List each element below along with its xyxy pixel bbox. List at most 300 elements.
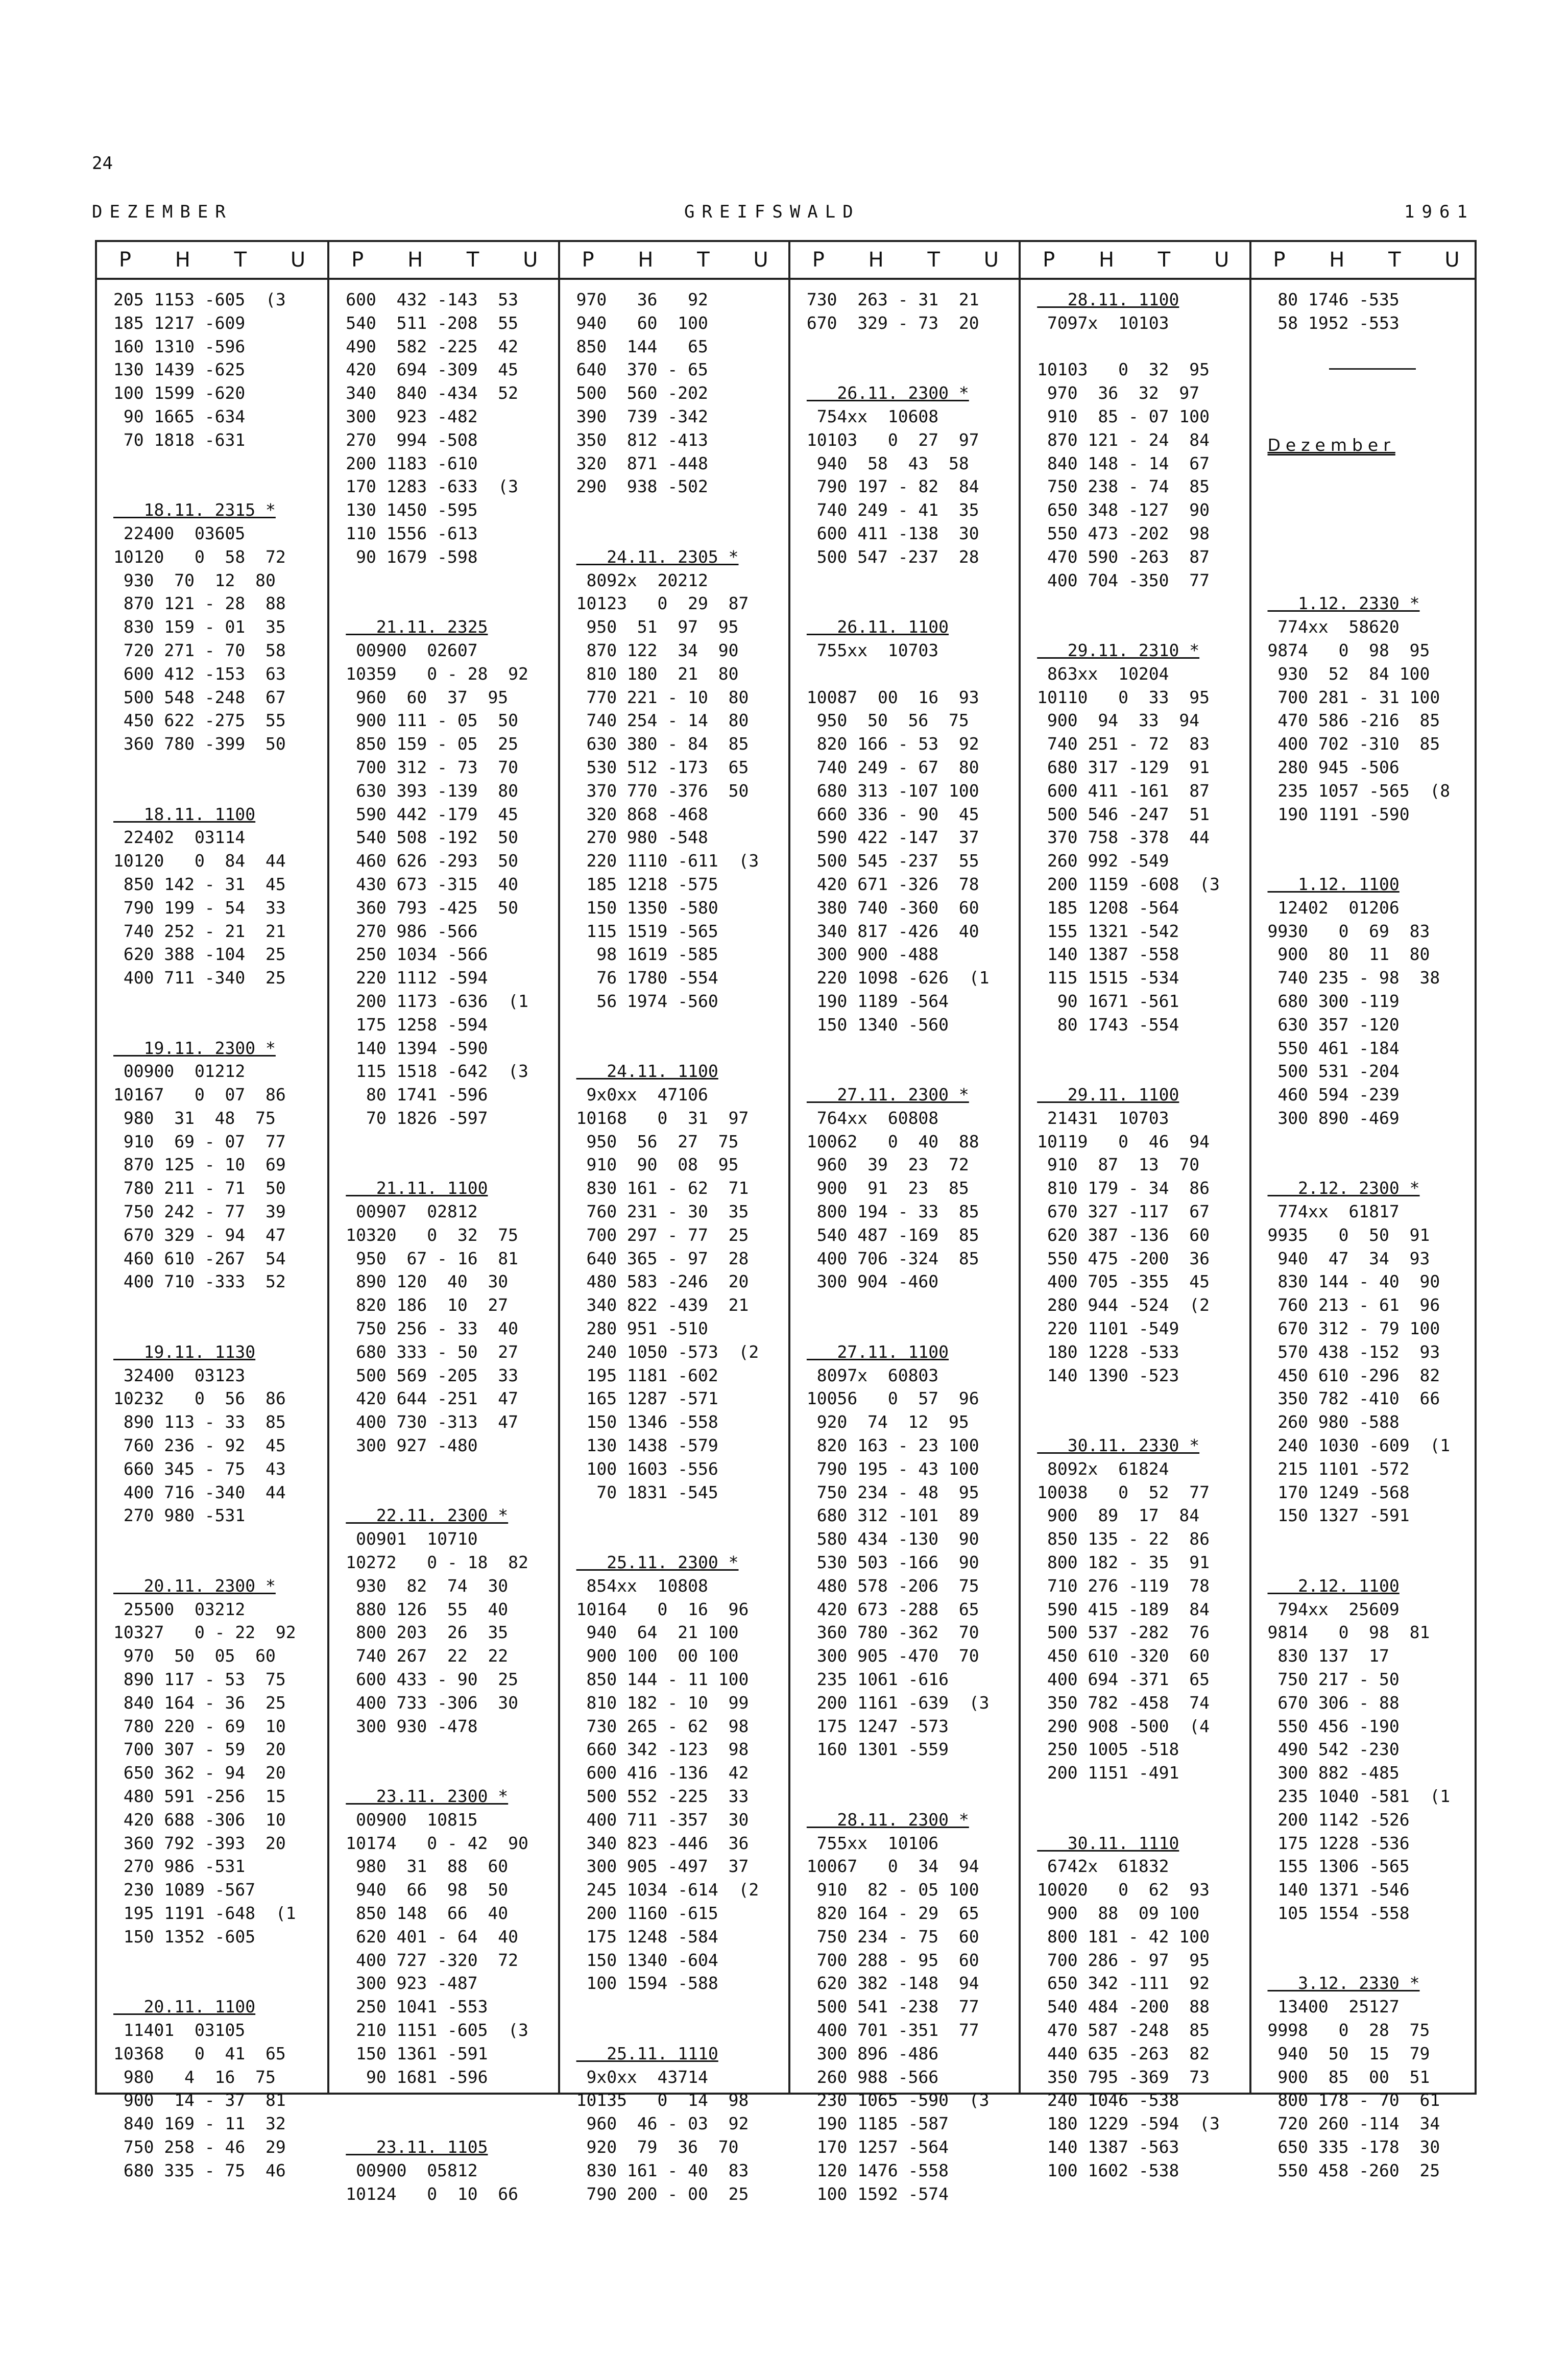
column-header-t: T bbox=[927, 248, 940, 272]
table-row bbox=[1268, 1153, 1475, 1177]
table-row: 100 1602 -538 bbox=[1037, 2160, 1179, 2180]
table-row bbox=[1268, 1551, 1475, 1574]
table-row: 190 1185 -587 bbox=[806, 2114, 949, 2134]
table-row: 100 1594 -588 bbox=[576, 1973, 718, 1994]
table-row: 600 432 -143 53 bbox=[346, 290, 519, 309]
table-row: 980 31 48 75 bbox=[113, 1108, 276, 1128]
table-row: 530 503 -166 90 bbox=[806, 1552, 979, 1573]
column-header-u: U bbox=[1214, 248, 1229, 272]
table-row: 490 542 -230 bbox=[1267, 1739, 1400, 1760]
table-row: 00900 02607 bbox=[346, 640, 478, 660]
table-row bbox=[1037, 1410, 1244, 1434]
table-row: 10368 0 41 65 bbox=[113, 2043, 286, 2063]
table-row: 240 1050 -573 (2 bbox=[576, 1341, 759, 1362]
year-heading: 1961 bbox=[1404, 202, 1475, 222]
table-row: 420 694 -309 45 bbox=[346, 359, 519, 380]
table-row: 260 992 -549 bbox=[1037, 851, 1169, 871]
table-row: 740 235 - 98 38 bbox=[1267, 968, 1440, 988]
table-row: 620 382 -148 94 bbox=[806, 1973, 979, 1994]
table-row: 3.12. 2330 * bbox=[1267, 1973, 1420, 1994]
table-row: 205 1153 -605 (3 bbox=[113, 290, 286, 309]
table-row: 27.11. 2300 * bbox=[806, 1085, 969, 1105]
table-row: 280 944 -524 (2 bbox=[1037, 1295, 1210, 1315]
table-row: 10174 0 - 42 90 bbox=[346, 1833, 528, 1853]
table-row: 800 181 - 42 100 bbox=[1037, 1926, 1210, 1947]
table-row: 750 234 - 75 60 bbox=[806, 1926, 979, 1947]
table-row: 740 252 - 21 21 bbox=[113, 921, 286, 941]
column-header-p: P bbox=[118, 248, 131, 272]
table-row: 670 327 -117 67 bbox=[1037, 1202, 1210, 1222]
table-row: 10110 0 33 95 bbox=[1037, 687, 1210, 707]
table-row: 80 1746 -535 bbox=[1267, 290, 1400, 309]
table-row bbox=[807, 335, 1014, 358]
table-row: 130 1439 -625 bbox=[113, 359, 246, 380]
table-row: 215 1101 -572 bbox=[1267, 1458, 1410, 1479]
table-row: 400 711 -357 30 bbox=[576, 1809, 749, 1830]
table-row: 500 569 -205 33 bbox=[346, 1365, 519, 1385]
table-row: 800 194 - 33 85 bbox=[806, 1202, 979, 1222]
table-row: 360 780 -362 70 bbox=[806, 1622, 979, 1643]
table-row: 20.11. 1100 bbox=[113, 1997, 256, 2017]
table-row: 100 1603 -556 bbox=[576, 1458, 718, 1479]
table-row: 910 85 - 07 100 bbox=[1037, 406, 1210, 426]
table-row: 11401 03105 bbox=[113, 2020, 246, 2040]
table-row: 300 905 -470 70 bbox=[806, 1646, 979, 1666]
table-row: 270 980 -531 bbox=[113, 1505, 246, 1526]
table-row: 830 144 - 40 90 bbox=[1267, 1271, 1440, 1292]
table-row: 790 200 - 00 25 bbox=[576, 2183, 749, 2204]
column-header-h: H bbox=[407, 248, 423, 272]
table-row bbox=[1268, 1527, 1475, 1551]
table-row: 8092x 20212 bbox=[576, 570, 708, 590]
table-row: 340 840 -434 52 bbox=[346, 383, 519, 403]
column-header-t: T bbox=[1157, 248, 1171, 272]
table-row: 700 286 - 97 95 bbox=[1037, 1950, 1210, 1970]
table-row: 950 67 - 16 81 bbox=[346, 1248, 519, 1268]
table-row bbox=[807, 1761, 1014, 1785]
table-row: 830 159 - 01 35 bbox=[113, 617, 286, 637]
table-row: 820 163 - 23 100 bbox=[806, 1435, 979, 1456]
table-row: 500 545 -237 55 bbox=[806, 851, 979, 871]
table-row: 250 1034 -566 bbox=[346, 944, 488, 965]
table-row: 550 461 -184 bbox=[1267, 1038, 1400, 1058]
table-row: 640 370 - 65 bbox=[576, 359, 708, 380]
table-row: 590 442 -179 45 bbox=[346, 804, 519, 824]
table-row: 200 1142 -526 bbox=[1267, 1809, 1410, 1830]
table-row: 400 733 -306 30 bbox=[346, 1692, 519, 1713]
table-row: 590 415 -189 84 bbox=[1037, 1599, 1210, 1619]
table-row: 360 792 -393 20 bbox=[113, 1833, 286, 1853]
table-row: 863xx 10204 bbox=[1037, 663, 1169, 684]
table-row: 56 1974 -560 bbox=[576, 991, 718, 1011]
table-row: 960 60 37 95 bbox=[346, 687, 509, 707]
table-row: 32400 03123 bbox=[113, 1365, 246, 1385]
table-row: 630 380 - 84 85 bbox=[576, 734, 749, 754]
table-row bbox=[346, 1130, 552, 1154]
table-row: 450 610 -296 82 bbox=[1267, 1365, 1440, 1385]
table-row: 90 1665 -634 bbox=[113, 406, 246, 426]
table-row: 780 220 - 69 10 bbox=[113, 1716, 286, 1736]
table-row: 370 770 -376 50 bbox=[576, 780, 749, 801]
column-header-u: U bbox=[1444, 248, 1460, 272]
table-row: 590 422 -147 37 bbox=[806, 827, 979, 848]
table-row: 620 388 -104 25 bbox=[113, 944, 286, 965]
table-row: 250 1005 -518 bbox=[1037, 1739, 1179, 1760]
table-row: 900 91 23 85 bbox=[806, 1178, 969, 1198]
table-row: 10272 0 - 18 82 bbox=[346, 1552, 528, 1573]
table-row: 23.11. 1105 bbox=[346, 2136, 488, 2157]
table-row: 10232 0 56 86 bbox=[113, 1388, 286, 1409]
table-row bbox=[807, 592, 1014, 615]
column-header-p: P bbox=[582, 248, 594, 272]
table-row: 9x0xx 43714 bbox=[576, 2067, 708, 2087]
table-row: 650 335 -178 30 bbox=[1267, 2136, 1440, 2157]
table-row: 680 333 - 50 27 bbox=[346, 1341, 519, 1362]
table-row bbox=[346, 2088, 552, 2112]
table-row: 450 622 -275 55 bbox=[113, 710, 286, 731]
column-header-t: T bbox=[697, 248, 710, 272]
table-row: 420 673 -288 65 bbox=[806, 1599, 979, 1619]
data-column bbox=[558, 242, 788, 2204]
table-row bbox=[1037, 335, 1244, 358]
table-row: 90 1681 -596 bbox=[346, 2067, 488, 2087]
table-row: 430 673 -315 40 bbox=[346, 874, 519, 894]
table-row bbox=[1268, 335, 1475, 358]
table-row: 810 182 - 10 99 bbox=[576, 1692, 749, 1713]
table-row: 220 1098 -626 (1 bbox=[806, 968, 990, 988]
station-heading: GREIFSWALD bbox=[684, 202, 860, 222]
table-row: 600 412 -153 63 bbox=[113, 663, 286, 684]
table-row: 200 1151 -491 bbox=[1037, 1763, 1179, 1783]
table-row: 750 242 - 77 39 bbox=[113, 1202, 286, 1222]
table-row: 22402 03114 bbox=[113, 827, 246, 848]
table-row: 400 706 -324 85 bbox=[806, 1248, 979, 1268]
column-header-h: H bbox=[638, 248, 654, 272]
table-row: 740 267 22 22 bbox=[346, 1646, 509, 1666]
table-row: 76 1780 -554 bbox=[576, 968, 718, 988]
table-row: 270 986 -531 bbox=[113, 1856, 246, 1877]
table-row: 10123 0 29 87 bbox=[576, 593, 749, 614]
table-row: 300 890 -469 bbox=[1267, 1108, 1400, 1128]
table-row: 300 904 -460 bbox=[806, 1271, 939, 1292]
table-row: 340 817 -426 40 bbox=[806, 921, 979, 941]
table-row: 680 317 -129 91 bbox=[1037, 757, 1210, 777]
table-row: 00900 10815 bbox=[346, 1809, 478, 1830]
table-row: 29.11. 2310 * bbox=[1037, 640, 1200, 660]
table-row bbox=[113, 1949, 322, 1972]
table-row: 260 988 -566 bbox=[806, 2067, 939, 2087]
table-row: 910 69 - 07 77 bbox=[113, 1131, 286, 1151]
table-row: 630 357 -120 bbox=[1267, 1014, 1400, 1035]
table-row: 175 1228 -536 bbox=[1267, 1833, 1410, 1853]
table-row bbox=[346, 1457, 552, 1481]
table-row: 26.11. 2300 * bbox=[806, 383, 969, 403]
table-row: 18.11. 1100 bbox=[113, 804, 256, 824]
table-row: 10103 0 32 95 bbox=[1037, 359, 1210, 380]
table-row: 940 47 34 93 bbox=[1267, 1248, 1430, 1268]
table-row: 700 281 - 31 100 bbox=[1267, 687, 1440, 707]
table-row: 160 1301 -559 bbox=[806, 1739, 949, 1760]
table-row: 10168 0 31 97 bbox=[576, 1108, 749, 1128]
table-row: 22400 03605 bbox=[113, 523, 246, 543]
table-row bbox=[1268, 498, 1475, 522]
table-row: 240 1046 -538 bbox=[1037, 2090, 1179, 2110]
table-row: 10359 0 - 28 92 bbox=[346, 663, 528, 684]
table-row: 260 980 -588 bbox=[1267, 1412, 1400, 1432]
table-row: 12402 01206 bbox=[1267, 897, 1400, 918]
table-row: 760 231 - 30 35 bbox=[576, 1202, 749, 1222]
column-header-h: H bbox=[175, 248, 190, 272]
table-row: 670 312 - 79 100 bbox=[1267, 1318, 1440, 1339]
table-row: 450 610 -320 60 bbox=[1037, 1646, 1210, 1666]
table-row: 90 1671 -561 bbox=[1037, 991, 1179, 1011]
table-row: 29.11. 1100 bbox=[1037, 1085, 1179, 1105]
table-row: 770 221 - 10 80 bbox=[576, 687, 749, 707]
table-row: 19.11. 1130 bbox=[113, 1341, 256, 1362]
table-row: 800 178 - 70 61 bbox=[1267, 2090, 1440, 2110]
table-row: 730 263 - 31 21 bbox=[806, 290, 979, 309]
table-row: 100 1592 -574 bbox=[806, 2183, 949, 2204]
table-row: 10103 0 27 97 bbox=[806, 429, 979, 450]
table-row: 23.11. 2300 * bbox=[346, 1786, 509, 1806]
table-row: 670 329 - 73 20 bbox=[806, 313, 979, 333]
table-row: 26.11. 1100 bbox=[806, 617, 949, 637]
table-row: 490 582 -225 42 bbox=[346, 336, 519, 356]
table-row bbox=[807, 1037, 1014, 1060]
table-row: 10120 0 84 44 bbox=[113, 851, 286, 871]
table-row: 10067 0 34 94 bbox=[806, 1856, 979, 1877]
table-row: 754xx 10608 bbox=[806, 406, 939, 426]
table-row: 110 1556 -613 bbox=[346, 523, 478, 543]
table-row: 900 14 - 37 81 bbox=[113, 2090, 286, 2110]
table-row: 810 179 - 34 86 bbox=[1037, 1178, 1210, 1198]
table-row: 960 39 23 72 bbox=[806, 1155, 969, 1175]
table-row: 21.11. 2325 bbox=[346, 617, 488, 637]
table-row: 9935 0 50 91 bbox=[1267, 1224, 1430, 1245]
table-row: 580 434 -130 90 bbox=[806, 1529, 979, 1549]
table-row: 13400 25127 bbox=[1267, 1997, 1400, 2017]
table-row: 830 161 - 62 71 bbox=[576, 1178, 749, 1198]
table-row: 190 1191 -590 bbox=[1267, 804, 1410, 824]
table-row: 235 1061 -616 bbox=[806, 1669, 949, 1690]
table-row: 500 547 -237 28 bbox=[806, 546, 979, 567]
table-row: 940 66 98 50 bbox=[346, 1880, 509, 1900]
table-row: 910 82 - 05 100 bbox=[806, 1880, 979, 1900]
table-row: 660 345 - 75 43 bbox=[113, 1458, 286, 1479]
table-row: 870 125 - 10 69 bbox=[113, 1155, 286, 1175]
table-row: 10087 00 16 93 bbox=[806, 687, 979, 707]
table-row: 360 793 -425 50 bbox=[346, 897, 519, 918]
table-row: 760 236 - 92 45 bbox=[113, 1435, 286, 1456]
table-row: 460 626 -293 50 bbox=[346, 851, 519, 871]
table-row: 700 307 - 59 20 bbox=[113, 1739, 286, 1760]
table-row: 400 727 -320 72 bbox=[346, 1950, 519, 1970]
table-row: 150 1350 -580 bbox=[576, 897, 718, 918]
table-row: 890 113 - 33 85 bbox=[113, 1412, 286, 1432]
table-row: 185 1218 -575 bbox=[576, 874, 718, 894]
table-row: 340 823 -446 36 bbox=[576, 1833, 749, 1853]
table-row: 245 1034 -614 (2 bbox=[576, 1880, 759, 1900]
table-row: 280 945 -506 bbox=[1267, 757, 1400, 777]
table-row: 200 1173 -636 (1 bbox=[346, 991, 528, 1011]
table-row: 680 312 -101 89 bbox=[806, 1505, 979, 1526]
table-row: 00907 02812 bbox=[346, 1202, 478, 1222]
table-row: 720 260 -114 34 bbox=[1267, 2114, 1440, 2134]
table-row: 900 111 - 05 50 bbox=[346, 710, 519, 731]
table-row bbox=[346, 1738, 552, 1761]
table-row: 25.11. 1110 bbox=[576, 2043, 718, 2063]
table-row: 200 1160 -615 bbox=[576, 1903, 718, 1923]
table-row bbox=[113, 452, 322, 475]
column-header-p: P bbox=[812, 248, 825, 272]
table-row: 650 342 -111 92 bbox=[1037, 1973, 1210, 1994]
table-row bbox=[576, 2019, 783, 2042]
table-row: 350 782 -410 66 bbox=[1267, 1388, 1440, 1409]
table-row: 750 256 - 33 40 bbox=[346, 1318, 519, 1339]
table-row bbox=[1268, 1925, 1475, 1949]
column-header-t: T bbox=[234, 248, 247, 272]
table-row bbox=[807, 1317, 1014, 1340]
table-row: 175 1258 -594 bbox=[346, 1014, 488, 1035]
table-row: 00900 05812 bbox=[346, 2160, 478, 2180]
table-row bbox=[1268, 1130, 1475, 1154]
table-row: 300 905 -497 37 bbox=[576, 1856, 749, 1877]
table-row bbox=[346, 1481, 552, 1504]
table-row: 175 1248 -584 bbox=[576, 1926, 718, 1947]
table-row: 480 578 -206 75 bbox=[806, 1575, 979, 1596]
table-row: 25.11. 2300 * bbox=[576, 1552, 739, 1573]
table-row: 880 126 55 40 bbox=[346, 1599, 509, 1619]
table-row bbox=[1268, 475, 1475, 498]
table-row: 270 994 -508 bbox=[346, 429, 478, 450]
table-row: 740 249 - 41 35 bbox=[806, 500, 979, 520]
table-row: 22.11. 2300 * bbox=[346, 1505, 509, 1526]
table-row: 980 31 88 60 bbox=[346, 1856, 509, 1877]
data-column bbox=[327, 242, 558, 2204]
table-row: 185 1208 -564 bbox=[1037, 897, 1179, 918]
table-row: 720 271 - 70 58 bbox=[113, 640, 286, 660]
table-row: 400 705 -355 45 bbox=[1037, 1271, 1210, 1292]
table-row: 10062 0 40 88 bbox=[806, 1131, 979, 1151]
table-row bbox=[1268, 1949, 1475, 1972]
table-row: 940 60 100 bbox=[576, 313, 708, 333]
table-row: 680 300 -119 bbox=[1267, 991, 1400, 1011]
sounding-table bbox=[95, 240, 1477, 2204]
table-row: 850 144 65 bbox=[576, 336, 708, 356]
column-header-h: H bbox=[1098, 248, 1115, 272]
table-row: 670 306 - 88 bbox=[1267, 1692, 1400, 1713]
table-row: 794xx 25609 bbox=[1267, 1599, 1400, 1619]
table-row: 870 121 - 28 88 bbox=[113, 593, 286, 614]
table-row: 910 87 13 70 bbox=[1037, 1155, 1200, 1175]
table-row bbox=[1037, 1060, 1244, 1083]
table-row: 890 117 - 53 75 bbox=[113, 1669, 286, 1690]
table-row: 190 1189 -564 bbox=[806, 991, 949, 1011]
table-row: 980 4 16 75 bbox=[113, 2067, 276, 2087]
table-row bbox=[576, 1504, 783, 1527]
table-row bbox=[1037, 1387, 1244, 1410]
table-row bbox=[1037, 592, 1244, 615]
table-row: 950 56 27 75 bbox=[576, 1131, 739, 1151]
table-row: 175 1247 -573 bbox=[806, 1716, 949, 1736]
table-row: 540 511 -208 55 bbox=[346, 313, 519, 333]
table-row bbox=[807, 662, 1014, 686]
table-row: 380 740 -360 60 bbox=[806, 897, 979, 918]
table-row: 300 927 -480 bbox=[346, 1435, 478, 1456]
table-row: 21.11. 1100 bbox=[346, 1178, 488, 1198]
table-row: 10327 0 - 22 92 bbox=[113, 1622, 296, 1643]
table-row bbox=[576, 1037, 783, 1060]
table-row: 900 100 00 100 bbox=[576, 1646, 739, 1666]
table-row: 9874 0 98 95 bbox=[1267, 640, 1430, 660]
table-row: 290 938 -502 bbox=[576, 476, 708, 497]
table-row: 500 537 -282 76 bbox=[1037, 1622, 1210, 1643]
table-row: 220 1110 -611 (3 bbox=[576, 851, 759, 871]
table-row: 970 36 92 bbox=[576, 290, 708, 309]
table-row: 350 812 -413 bbox=[576, 429, 708, 450]
table-row: 27.11. 1100 bbox=[806, 1341, 949, 1362]
table-row: 6742x 61832 bbox=[1037, 1856, 1169, 1877]
table-row: 400 711 -340 25 bbox=[113, 968, 286, 988]
table-row: 790 197 - 82 84 bbox=[806, 476, 979, 497]
table-row bbox=[1268, 569, 1475, 592]
table-row: 900 80 11 80 bbox=[1267, 944, 1430, 965]
table-row: 7097x 10103 bbox=[1037, 313, 1169, 333]
table-row: 420 671 -326 78 bbox=[806, 874, 979, 894]
table-row: 155 1306 -565 bbox=[1267, 1856, 1410, 1877]
table-row: 250 1041 -553 bbox=[346, 1997, 488, 2017]
table-row: 90 1679 -598 bbox=[346, 546, 478, 567]
table-row bbox=[113, 990, 322, 1013]
separator-line bbox=[1329, 368, 1416, 370]
table-row bbox=[113, 1551, 322, 1574]
table-row: 150 1361 -591 bbox=[346, 2043, 488, 2063]
table-row bbox=[576, 522, 783, 545]
table-row: 930 70 12 80 bbox=[113, 570, 276, 590]
table-row: 730 265 - 62 98 bbox=[576, 1716, 749, 1736]
table-row: 850 135 - 22 86 bbox=[1037, 1529, 1210, 1549]
table-row: 530 512 -173 65 bbox=[576, 757, 749, 777]
table-row: 660 336 - 90 45 bbox=[806, 804, 979, 824]
page-number: 24 bbox=[92, 153, 113, 174]
table-row: 70 1831 -545 bbox=[576, 1482, 718, 1502]
table-row: 460 594 -239 bbox=[1267, 1085, 1400, 1105]
table-row: 854xx 10808 bbox=[576, 1575, 708, 1596]
table-row bbox=[1037, 1808, 1244, 1832]
table-row: 680 313 -107 100 bbox=[806, 780, 979, 801]
table-row: 280 951 -510 bbox=[576, 1318, 708, 1339]
table-row: 870 121 - 24 84 bbox=[1037, 429, 1210, 450]
table-row bbox=[807, 1785, 1014, 1808]
table-row: 750 238 - 74 85 bbox=[1037, 476, 1210, 497]
table-row bbox=[346, 1761, 552, 1785]
table-row: 740 251 - 72 83 bbox=[1037, 734, 1210, 754]
table-row: 870 122 34 90 bbox=[576, 640, 739, 660]
section-label: Dezember bbox=[1267, 435, 1395, 455]
table-row: 200 1159 -608 (3 bbox=[1037, 874, 1220, 894]
table-row: 115 1518 -642 (3 bbox=[346, 1061, 528, 1082]
table-row: 960 46 - 03 92 bbox=[576, 2114, 749, 2134]
table-row: 680 335 - 75 46 bbox=[113, 2160, 286, 2180]
table-row: 470 590 -263 87 bbox=[1037, 546, 1210, 567]
table-row: 630 393 -139 80 bbox=[346, 780, 519, 801]
table-row: 130 1450 -595 bbox=[346, 500, 478, 520]
table-row: 900 94 33 94 bbox=[1037, 710, 1200, 731]
table-row: 750 217 - 50 bbox=[1267, 1669, 1400, 1690]
table-row: 10056 0 57 96 bbox=[806, 1388, 979, 1409]
table-row bbox=[113, 1293, 322, 1317]
table-row: 360 780 -399 50 bbox=[113, 734, 286, 754]
